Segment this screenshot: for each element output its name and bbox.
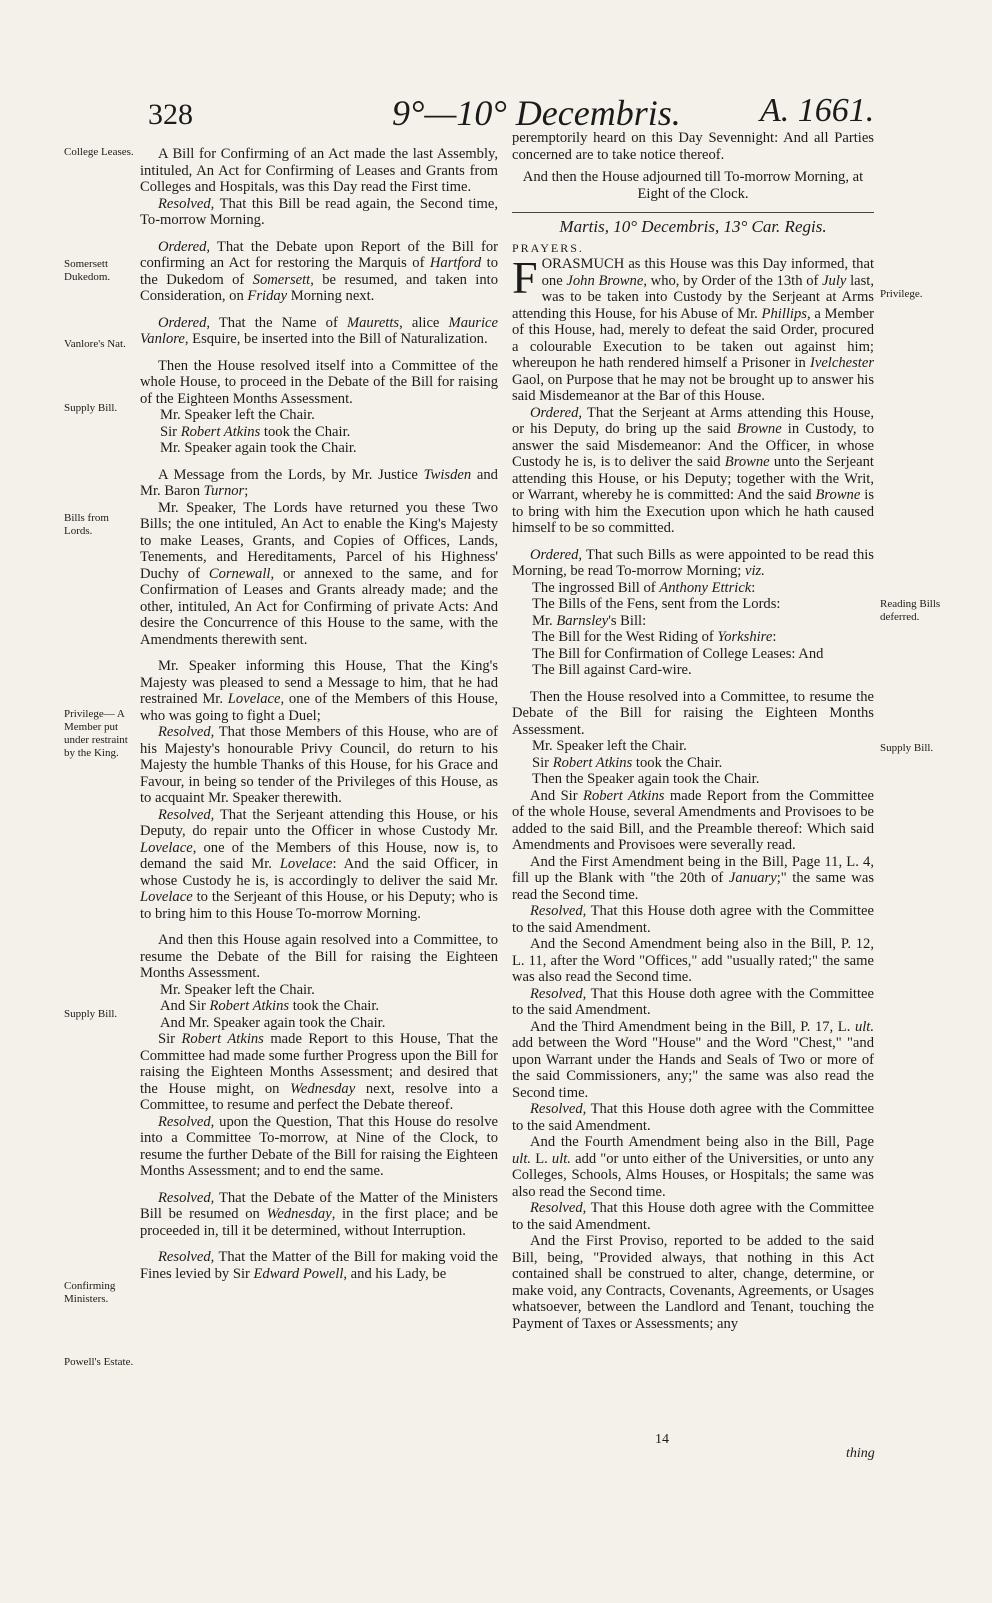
margin-note: Privilege. xyxy=(880,288,923,300)
paragraph: Ordered, That the Debate upon Report of the Bill for confirming an Act for restoring the Marquis of Hartford to the Dukedom of Somersett, be resumed, and taken into Consideration, on Friday Morning next. xyxy=(140,238,499,304)
paragraph: And Sir Robert Atkins made Report from the Committee of the whole House, several Amendments and Provisoes to be added to the said Bill, and the Preamble thereof: Which said Amendments and Provisoes were severally read. xyxy=(512,787,874,853)
prayers-heading: PRAYERS. xyxy=(512,240,584,255)
paragraph: Resolved, That this House doth agree with the Committee to the said Amendment. xyxy=(512,985,874,1018)
paragraph: Resolved, That the Serjeant attending this House, or his Deputy, do repair unto the Officer in whose Custody Mr. Lovelace, one of the Members of this House, now is, to demand the said Mr. Lovelace: And the said Officer, in whose Custody he is, is accordingly to deliver the said Mr. Lovelace to the Serjeant of this House, or his Deputy; who is to bring him to this House To-morrow Morning. xyxy=(140,806,498,922)
catchword: thing xyxy=(846,1446,875,1461)
paragraph: Mr. Speaker left the Chair. xyxy=(532,738,687,754)
margin-note: Confirming Ministers. xyxy=(64,1280,116,1305)
paragraph: Resolved, That this House doth agree with the Committee to the said Amendment. xyxy=(512,903,874,936)
paragraph: The Bill against Card-wire. xyxy=(532,662,692,678)
paragraph: And the Fourth Amendment being also in the Bill, Page ult. L. ult. add "or unto either of the Universities, or unto any Colleges, Schools, Alms Houses, or Hospitals; the same was also read the Second time. xyxy=(512,1134,874,1200)
paragraph: Then the House resolved into a Committee, to resume the Debate of the Bill for raising the Eighteen Months Assessment. xyxy=(512,688,874,738)
paragraph: And Mr. Speaker again took the Chair. xyxy=(160,1014,386,1031)
paragraph: And then the House adjourned till To-morrow Morning, at Eight of the Clock. xyxy=(522,169,864,202)
paragraph: Resolved, That this House doth agree with the Committee to the said Amendment. xyxy=(512,1101,874,1134)
paragraph: peremptorily heard on this Day Sevennight: And all Parties concerned are to take notice thereof. xyxy=(512,130,874,163)
margin-note: Supply Bill. xyxy=(880,742,934,754)
paragraph: And Sir Robert Atkins took the Chair. xyxy=(160,998,380,1014)
paragraph: The Bill for Confirmation of College Leases: And xyxy=(532,645,824,662)
margin-note: Supply Bill. xyxy=(64,1008,118,1020)
paragraph: A Bill for Confirming of an Act made the last Assembly, intituled, An Act for Confirming of Leases and Grants from Colleges and Hospitals, was this Day read the First time. xyxy=(140,146,498,195)
paragraph: Resolved, That the Matter of the Bill for making void the Fines levied by Sir Edward Powell, and his Lady, be xyxy=(140,1249,498,1282)
paragraph: Resolved, upon the Question, That this House do resolve into a Committee To-morrow, at Nine of the Clock, to resume the further Debate of the Bill for raising the Eighteen Months Assessment; and to end the same. xyxy=(140,1113,498,1179)
paragraph: Sir Robert Atkins made Report to this House, That the Committee had made some further Progress upon the Bill for raising the Eighteen Months Assessment; and desired that the House might, on Wednesday next, resolve into a Committee, to resume and perfect the Debate thereof. xyxy=(140,1031,498,1113)
margin-note: Bills from Lords. xyxy=(64,512,109,537)
page-number: 328 xyxy=(148,98,193,131)
paragraph: Sir Robert Atkins took the Chair. xyxy=(160,423,351,440)
page-date-heading: 9°—10° Decembris. xyxy=(392,93,681,133)
paragraph: Mr. Speaker left the Chair. xyxy=(160,981,315,998)
paragraph: Ordered, That the Serjeant at Arms attending this House, or his Deputy, do bring up the said Browne in Custody, to answer the said Misdemeanor: And the Officer, in whose Custody he is, is to deliver the said Browne unto the Serjeant attending this House, or his Deputy; together with the Writ, or Warrant, whereby he is committed: And the said Browne is to bring with him the Execution upon which he hath caused himself to be so committed. xyxy=(512,404,874,536)
paragraph: The ingrossed Bill of Anthony Ettrick: xyxy=(532,579,756,596)
paragraph: And the First Amendment being in the Bill, Page 11, L. 4, fill up the Blank with "the 20th of January;" the same was read the Second time. xyxy=(512,853,875,903)
right-column xyxy=(512,130,874,1332)
margin-note: Somersett Dukedom. xyxy=(64,258,111,283)
margin-note: Supply Bill. xyxy=(64,402,118,414)
margin-note: Powell's Estate. xyxy=(64,1356,134,1368)
paragraph: And the Third Amendment being in the Bill, P. 17, L. ult. add between the Word "House" and the Word "Chest," "and upon Warrant under the Hands and Seals of Two or more of the said Commissioners, any;" the same was also read the Second time. xyxy=(512,1018,874,1101)
paragraph: Mr. Speaker again took the Chair. xyxy=(160,440,357,456)
paragraph: Ordered, That the Name of Mauretts, alice Maurice Vanlore, Esquire, be inserted into the Bill of Naturalization. xyxy=(140,314,498,347)
page-year: A. 1661. xyxy=(760,92,875,129)
paragraph: Ordered, That such Bills as were appointed to be read this Morning, be read To-morrow Morning; viz. xyxy=(512,546,874,579)
section-divider xyxy=(512,212,874,213)
margin-note: College Leases. xyxy=(64,146,134,158)
margin-note: Privilege— A Member put under restraint by the King. xyxy=(64,708,128,759)
paragraph: The Bills of the Fens, sent from the Lords: xyxy=(532,596,781,612)
margin-note: Reading Bills deferred. xyxy=(880,598,941,623)
paragraph: Resolved, That this House doth agree with the Committee to the said Amendment. xyxy=(512,1200,874,1233)
paragraph: Mr. Barnsley's Bill: xyxy=(532,612,647,629)
left-column xyxy=(140,146,498,1282)
signature-mark: 14 xyxy=(655,1432,669,1447)
paragraph: And the First Proviso, reported to be added to the said Bill, being, "Provided always, that nothing in this Act contained shall be construed to alter, change, determine, or make void, any Contracts, Covenants, Agreements, or Usages whatsoever, between the Landlord and Tenant, touching the Payment of Taxes or Assessments; any xyxy=(512,1233,874,1332)
paragraph: Resolved, That those Members of this House, who are of his Majesty's honourable Privy Council, do return to his Majesty the humble Thanks of this House, for his Grace and Favour, in being so tender of the Privileges of this House, as to acquaint Mr. Speaker therewith. xyxy=(140,724,498,806)
paragraph: Then the Speaker again took the Chair. xyxy=(532,771,760,787)
day-heading: Martis, 10° Decembris, 13° Car. Regis. xyxy=(559,217,827,236)
paragraph: And then this House again resolved into a Committee, to resume the Debate of the Bill for raising the Eighteen Months Assessment. xyxy=(140,932,498,981)
paragraph: Resolved, That this Bill be read again, the Second time, To-morrow Morning. xyxy=(140,195,498,228)
paragraph: Mr. Speaker left the Chair. xyxy=(160,407,315,423)
paragraph: The Bill for the West Riding of Yorkshire: xyxy=(532,629,777,645)
drop-cap: F xyxy=(512,252,538,303)
paragraph: FORASMUCH as this House was this Day informed, that one John Browne, who, by Order of the 13th of July last, was to be taken into Custody by the Serjeant at Arms attending this House, for his Abuse of Mr. Phillips, a Member of this House, had, merely to defeat the said Order, procured a colourable Execution to be taken out against him; whereupon he hath rendered himself a Prisoner in Ivelchester Gaol, on Purpose that he may not be brought up to answer his said Misdemeanor at the Bar of this House. xyxy=(512,252,874,404)
paragraph: A Message from the Lords, by Mr. Justice Twisden and Mr. Baron Turnor; xyxy=(140,466,498,499)
margin-note: Vanlore's Nat. xyxy=(64,338,126,350)
paragraph: Sir Robert Atkins took the Chair. xyxy=(532,754,723,771)
paragraph: Resolved, That the Debate of the Matter of the Ministers Bill be resumed on Wednesday, in the first place; and be proceeded in, till it be determined, without Interruption. xyxy=(140,1189,498,1239)
paragraph: Then the House resolved itself into a Committee of the whole House, to proceed in the Debate of the Bill for raising of the Eighteen Months Assessment. xyxy=(140,357,498,407)
paragraph: And the Second Amendment being also in the Bill, P. 12, L. 11, after the Word "Offices," add "usually rated;" the same was also read the Second time. xyxy=(512,936,874,985)
paragraph: Mr. Speaker, The Lords have returned you these Two Bills; the one intituled, An Act to enable the King's Majesty to make Leases, Grants, and Copies of Offices, Lands, Tenements, and Hereditaments, Parcel of his Highness' Duchy of Cornewall, or annexed to the same, and for Confirmation of Leases and Grants already made; and the other, intituled, An Act for Confirming of private Acts: And desire the Concurrence of this House to the same, with the Amendments therewith sent. xyxy=(140,499,498,648)
paragraph: Mr. Speaker informing this House, That the King's Majesty was pleased to send a Message to him, that he had restrained Mr. Lovelace, one of the Members of this House, who was going to fight a Duel; xyxy=(140,658,498,724)
